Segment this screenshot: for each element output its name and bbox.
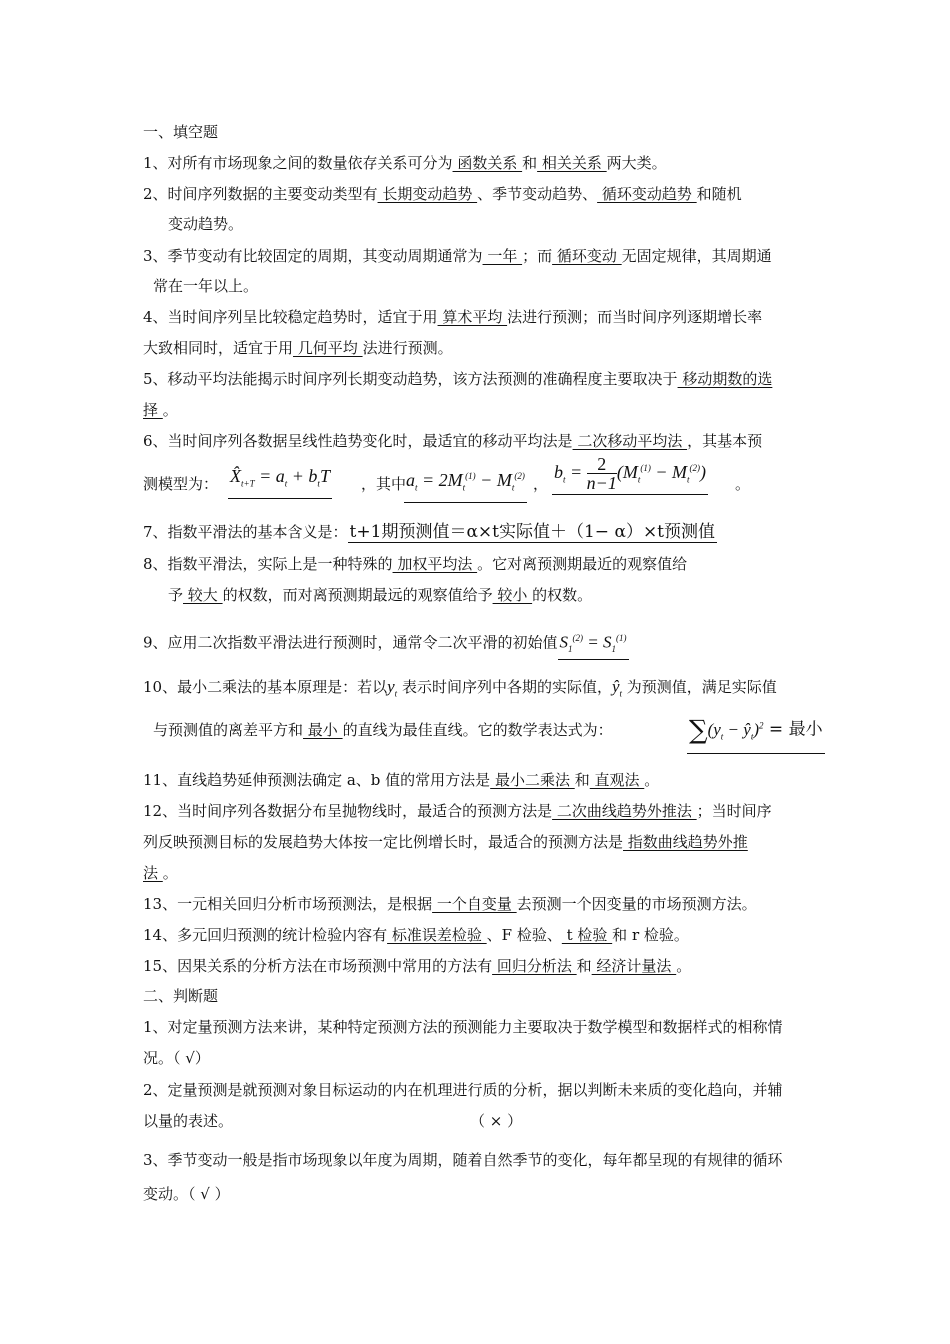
q-text: 常在一年以上。 <box>153 277 259 295</box>
answer-blank: 算术平均 <box>437 308 508 326</box>
q-text: 的权数，而对离预测期最远的观察值给予 <box>222 586 493 604</box>
q-text: = 最小 <box>768 719 823 740</box>
question-4 <box>143 307 762 327</box>
answer-blank: 二次曲线趋势外推法 <box>552 802 697 820</box>
q-text: 、季节变动趋势、 <box>477 185 598 203</box>
answer-blank: 最小二乘法 <box>490 771 575 789</box>
answer-blank: 相关关系 <box>537 154 607 172</box>
answer-blank: 二次移动平均法 <box>572 432 688 450</box>
question-8 <box>143 554 687 574</box>
q-text: 无固定规律，其周期通 <box>621 247 772 265</box>
question-15 <box>143 956 691 976</box>
q-text: 9、应用二次指数平滑法进行预测时，通常令二次平滑的初始值 <box>143 633 558 652</box>
section-title-text: 二、判断题 <box>143 987 219 1005</box>
q-text: 和 <box>574 771 590 789</box>
question-9: 9、应用二次指数平滑法进行预测时，通常令二次平滑的初始值 $S_1^{(2)} = S_1^{(1)}$ <box>143 628 629 660</box>
answer-blank: 较小 <box>492 586 533 604</box>
q-text: 12、当时间序列各数据分布呈抛物线时，最适合的预测方法是 <box>143 802 553 820</box>
answer-formula: t+1期预测值＝α×t实际值＋（1− α）×t预测值 <box>349 522 716 542</box>
answer-blank: 经济计量法 <box>591 957 677 975</box>
q-text: （ × ） <box>470 1112 523 1130</box>
question-6-end <box>735 474 750 494</box>
question-6-cont <box>143 474 218 494</box>
q-text: 7、指数平滑法的基本含义是： <box>143 523 348 541</box>
judge-1-cont <box>143 1048 210 1068</box>
q-text: 。它对离预测期最近的观察值给 <box>477 555 688 573</box>
q-text: 。 <box>162 864 178 882</box>
q-text: 况。（ √） <box>143 1049 210 1067</box>
q-text: ， <box>533 475 549 493</box>
q-text: 3、季节变动有比较固定的周期，其变动周期通常为 <box>143 247 483 265</box>
answer-blank: 指数曲线趋势外推 <box>623 833 748 851</box>
q-text: ；而 <box>522 247 553 265</box>
q-text: 变动趋势。 <box>168 215 244 233</box>
answer-blank: 几何平均 <box>293 339 363 357</box>
q-text: 13、一元相关回归分析市场预测法，是根据 <box>143 895 433 913</box>
question-1 <box>143 153 667 173</box>
answer-blank: 法 <box>143 864 163 882</box>
question-6 <box>143 431 762 451</box>
judge-2-cont <box>143 1111 233 1131</box>
q-text: 法进行预测；而当时间序列逐期增长率 <box>507 308 763 326</box>
q-text: 的直线为最佳直线。它的数学表达式为： <box>342 721 613 739</box>
q-text: 、F 检验、 <box>486 926 562 944</box>
answer-blank: t 检验 <box>561 926 613 944</box>
q-text: 1、对所有市场现象之间的数量依存关系可分为 <box>143 154 453 172</box>
question-6-comma <box>533 474 548 494</box>
q-text: 6、当时间序列各数据呈线性趋势变化时，最适宜的移动平均法是 <box>143 432 573 450</box>
q-text: 法进行预测。 <box>362 339 453 357</box>
q-text: 变动。（ √ ） <box>143 1185 230 1203</box>
question-8-cont <box>168 585 592 605</box>
q-text: 11、直线趋势延伸预测法确定 a、b 值的常用方法是 <box>143 771 491 789</box>
q-text: 2、定量预测是就预测对象目标运动的内在机理进行质的分析，据以判断未来质的变化趋向，并辅 <box>143 1081 783 1099</box>
q-text: 和随机 <box>696 185 742 203</box>
judge-1 <box>143 1017 783 1037</box>
q-text: 。 <box>162 401 178 419</box>
q-text: 列反映预测目标的发展趋势大体按一定比例增长时，最适合的预测方法是 <box>143 833 624 851</box>
q-text: ，其基本预 <box>687 432 763 450</box>
q-text: 1、对定量预测方法来讲，某种特定预测方法的预测能力主要取决于数学模型和数据样式的相称情 <box>143 1018 783 1036</box>
answer-blank: 直观法 <box>589 771 645 789</box>
question-3-cont <box>153 276 258 296</box>
q-text: 的权数。 <box>532 586 593 604</box>
q-text: 3、季节变动一般是指市场现象以年度为周期，随着自然季节的变化，每年都呈现的有规律的循环 <box>143 1151 783 1169</box>
q-text: 。 <box>644 771 660 789</box>
q-text: 和 <box>522 154 538 172</box>
q-text: 予 <box>168 586 184 604</box>
answer-blank: 择 <box>143 401 163 419</box>
q-text: 4、当时间序列呈比较稳定趋势时，适宜于用 <box>143 308 438 326</box>
question-12-cont <box>143 832 748 852</box>
answer-blank: 长期变动趋势 <box>377 185 478 203</box>
section-title-text: 一、填空题 <box>143 123 219 141</box>
q-text: 2、时间序列数据的主要变动类型有 <box>143 185 378 203</box>
q-text: 8、指数平滑法，实际上是一种特殊的 <box>143 555 393 573</box>
q-text: 10、最小二乘法的基本原理是：若以 <box>143 678 388 696</box>
section-title-judge <box>143 986 218 1006</box>
q-text: 15、因果关系的分析方法在市场预测中常用的方法有 <box>143 957 493 975</box>
q-text: 以量的表述。 <box>143 1112 234 1130</box>
q-text: 14、多元回归预测的统计检验内容有 <box>143 926 388 944</box>
judge-3-cont <box>143 1184 230 1204</box>
q-text: 去预测一个因变量的市场预测方法。 <box>516 895 757 913</box>
question-5-cont <box>143 400 178 420</box>
question-7 <box>143 522 717 543</box>
answer-blank: 移动期数的选 <box>677 370 773 388</box>
answer-blank: 循环变动趋势 <box>597 185 697 203</box>
judge-3 <box>143 1150 783 1170</box>
formula-a: $a_t = 2M_t^{(1)} - M_t^{(2)}$ <box>404 462 527 503</box>
formula-forecast-model: $X̂_{t+T} = a_t + b_tT$ <box>228 462 332 499</box>
question-3 <box>143 246 772 266</box>
question-2-cont <box>168 214 243 234</box>
answer-blank: 回归分析法 <box>492 957 577 975</box>
q-text: ，其中 <box>361 475 407 493</box>
q-text: 为预测值，满足实际值 <box>626 678 777 696</box>
question-6-qizhong <box>361 474 406 494</box>
q-text: 和 r 检验。 <box>612 926 689 944</box>
question-10-cont <box>153 720 613 740</box>
q-text: 。 <box>735 475 751 493</box>
q-text: 测模型为： <box>143 475 219 493</box>
q-text: ；当时间序 <box>696 802 772 820</box>
q-text: 表示时间序列中各期的实际值， <box>401 678 612 696</box>
question-5 <box>143 369 772 389</box>
q-text: 与预测值的离差平方和 <box>153 721 304 739</box>
question-2 <box>143 184 742 204</box>
q-text: 大致相同时，适宜于用 <box>143 339 294 357</box>
question-14 <box>143 925 689 945</box>
question-12-cont2 <box>143 863 178 883</box>
question-4-cont <box>143 338 453 358</box>
q-text: 和 <box>576 957 592 975</box>
answer-blank: 一年 <box>482 247 523 265</box>
q-text: 5、移动平均法能揭示时间序列长期变动趋势，该方法预测的准确程度主要取决于 <box>143 370 678 388</box>
section-title-fill <box>143 122 218 142</box>
answer-blank: 加权平均法 <box>392 555 478 573</box>
formula-least-squares: $\sum(y_t$ − $ŷ_t)^2$ = 最小 <box>687 708 825 754</box>
q-text: 。 <box>676 957 692 975</box>
question-12 <box>143 801 772 821</box>
answer-blank: 最小 <box>303 721 343 739</box>
question-10: 10、最小二乘法的基本原理是：若以$y_t$ 表示时间序列中各期的实际值，$ŷ_t$ 为预测值，满足实际值 <box>143 677 777 699</box>
question-13 <box>143 894 757 914</box>
answer-blank: 标准误差检验 <box>387 926 487 944</box>
question-11 <box>143 770 659 790</box>
answer-blank: 循环变动 <box>552 247 622 265</box>
judge-2 <box>143 1080 783 1100</box>
answer-blank: 函数关系 <box>452 154 523 172</box>
answer-blank: 一个自变量 <box>432 895 517 913</box>
formula-b: $b_t$ = $\frac{2}{n-1}$ $(M_t^{(1)} - M_t^{(2)})$ <box>554 454 706 494</box>
judge-2-answer <box>470 1111 522 1131</box>
answer-blank: 较大 <box>183 586 223 604</box>
q-text: 两大类。 <box>606 154 667 172</box>
